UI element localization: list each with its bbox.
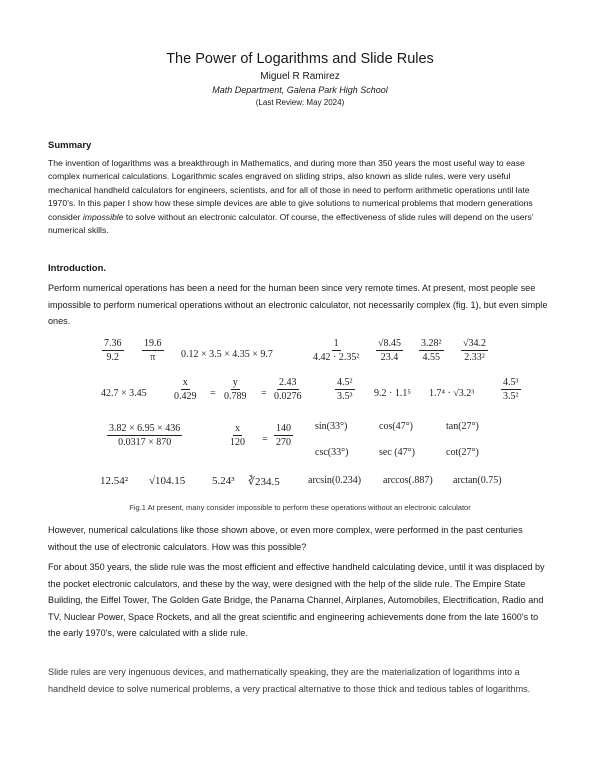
fraction-expr (501, 377, 521, 402)
numerator: 1 (333, 338, 339, 349)
intro-paragraph-1: Perform numerical operations has been a need for the human been since very remote times. At present, most people see impossible to perform numerical operations without an electronic calculator, not necessarily complex (fig. 1), but even simple ones. (48, 283, 548, 327)
product-expr: 0.12 × 3.5 × 4.35 × 9.7 (181, 349, 273, 360)
denominator: 3.5² (503, 391, 519, 402)
numerator: 19.6 (144, 338, 162, 349)
trig-expr: csc(33°) (315, 447, 349, 458)
trig-expr: cot(27°) (446, 447, 479, 458)
fraction-expr (107, 423, 182, 448)
fraction-expr (142, 338, 164, 363)
denominator: 9.2 (106, 352, 119, 363)
denominator: 23.4 (380, 352, 399, 363)
denominator: 0.0317 × 870 (118, 437, 172, 448)
numerator: √8.45 (378, 338, 401, 349)
intro-paragraph-4: Slide rules are very ingenuous devices, and mathematically speaking, they are the materialization of logarithms into a handheld device to solve numerical problems, a very practical alternative to those thick and tedious tables of logarithms. (48, 667, 531, 694)
fraction-expr (228, 423, 247, 448)
fraction-expr (461, 338, 488, 363)
summary-text-before: The invention of logarithms was a breakthrough in Mathematics, and during more than 350 years the most useful way to ease complex numerical calculations. Logarithmic scales engraved on sliding strips, also known as slide rules, were very useful mechanical handheld calculators for engineers, scientists, and for all of those in need to perform arithmetic operations until late 1970’s. In this paper I show how these simple devices are able to give solutions to numerical problems that modern generations consider (48, 158, 533, 222)
numerator: √34.2 (463, 338, 486, 349)
fraction-expr (222, 377, 249, 402)
numerator: 3.82 × 6.95 × 436 (109, 423, 181, 434)
root-expr: √104.15 (149, 475, 186, 487)
power-expr: 12.54² (100, 475, 129, 487)
summary-emphasis: impossible (82, 211, 124, 222)
review-date: (Last Review: May 2024) (255, 98, 345, 107)
denominator: 0.0276 (274, 391, 302, 402)
denominator: 4.55 (422, 352, 440, 363)
summary-text-after: to solve without an electronic calculator. Of course, the effectiveness of slide rules will depend on the users’ numerical skills. (48, 211, 534, 236)
numerator: y (232, 377, 238, 388)
paper-title: The Power of Logarithms and Slide Rules (166, 51, 434, 67)
denominator: 0.429 (174, 391, 197, 402)
denominator: 3.5³ (337, 391, 353, 402)
root-expr: ∛234.5 (248, 476, 280, 488)
summary-heading: Summary (48, 140, 92, 151)
denominator: 120 (230, 437, 245, 448)
fraction-expr (172, 377, 199, 402)
numerator: 140 (276, 423, 291, 434)
numerator: 3.28² (421, 338, 442, 349)
fraction-expr (335, 377, 355, 402)
denominator: 2.33² (464, 352, 485, 363)
trig-expr: cos(47°) (379, 421, 413, 432)
figure-caption: Fig.1 At present, many consider impossible to perform these operations without an electronic calculator (129, 503, 471, 512)
numerator: 2.43 (279, 377, 297, 388)
fraction-expr (311, 338, 361, 363)
trig-expr: arccos(.887) (383, 475, 433, 486)
fraction-expr (419, 338, 444, 363)
author-name: Miguel R Ramirez (260, 71, 340, 82)
introduction-heading: Introduction. (48, 263, 107, 274)
numerator: 4.5² (337, 377, 353, 388)
numerator: 7.36 (104, 338, 122, 349)
trig-expr: sec (47°) (379, 447, 415, 458)
trig-expr: sin(33°) (315, 421, 348, 432)
product-expr: 42.7 × 3.45 (101, 388, 147, 399)
denominator: 4.42 · 2.35² (313, 352, 360, 363)
equals-sign: = (210, 388, 216, 399)
equals-sign: = (262, 434, 268, 445)
equals-sign: = (261, 388, 267, 399)
denominator: 270 (276, 437, 291, 448)
power-expr: 5.24³ (212, 475, 235, 487)
fraction-expr (102, 338, 124, 363)
denominator: 0.789 (224, 391, 247, 402)
power-expr: 1.7⁴ · √3.2³ (429, 388, 475, 399)
trig-expr: arcsin(0.234) (308, 475, 362, 486)
fraction-expr (376, 338, 403, 363)
intro-paragraph-3: For about 350 years, the slide rule was the most efficient and effective handheld calculating device, until it was displaced by the pocket electronic calculators, and these by the way, were designed with the help of the slide rule. The Empire State Building, the Eiffel Tower, The Golden Gate Bridge, the Panama Channel, Airplanes, Automobiles, Electrification, Radio and TV, Nuclear Power, Space Rockets, and all the great scientific and engineering achievements done from the late 1600's to the early 1970's, were calculated with a slide rule. (48, 562, 545, 639)
numerator: x (182, 377, 188, 388)
power-expr: 9.2 · 1.1⁵ (374, 388, 411, 399)
numerator: 4.5³ (503, 377, 519, 388)
trig-expr: arctan(0.75) (453, 475, 502, 486)
fraction-expr (274, 423, 293, 448)
trig-expr: tan(27°) (446, 421, 479, 432)
intro-paragraph-2: However, numerical calculations like those shown above, or even more complex, were performed in the past centuries without the use of electronic calculators. How was this possible? (48, 525, 523, 552)
fraction-expr (272, 377, 304, 402)
summary-text (48, 157, 553, 237)
department: Math Department, Galena Park High School (212, 85, 388, 95)
numerator: x (235, 423, 240, 434)
denominator: π (150, 352, 156, 363)
